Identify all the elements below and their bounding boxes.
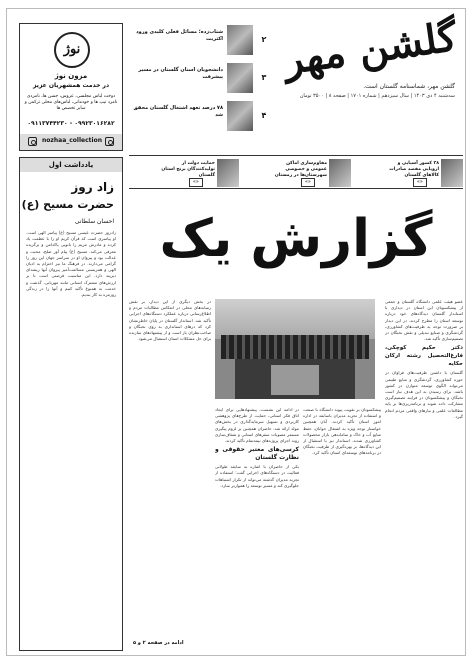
editorial-author: احسان سلطانی [74, 218, 114, 225]
teaser-band [129, 155, 463, 189]
teaser-page-number: ۴ [257, 109, 271, 123]
ad-instagram-handle[interactable]: nozhaa_collection [42, 137, 102, 144]
teaser-thumbnail [227, 25, 253, 55]
article-body: گلستان با داشتن ظرفیت‌های فراوان در حوزه کشاورزی، گردشگری و منابع طبیعی می‌تواند الگوی توسعه متوازن در کشور باشد. برای رسیدن به این هدف نیاز است نخبگان و پیشکسوتان در فرایند تصمیم‌گیری مشارکت داده شوند و برنامه‌ریزی‌ها بر پایه مطالعات علمی و نیازهای واقعی مردم انجام گیرد. [385, 370, 463, 419]
editorial-title: زاد روز [71, 180, 114, 194]
band-thumbnail [441, 159, 463, 187]
article-body: یکی از حاضران با اشاره به سابقه طولانی فعالیت در دستگاه‌های اجرایی گفت: استفاده از تجربه مدیران گذشته می‌تواند از تکرار اشتباهات جلوگیری کند و مسیر توسعه را هموارتر سازد. [215, 464, 299, 488]
tagline: گلشن مهر، شماسنامه گلستان است. [363, 83, 455, 90]
teaser-thumbnail [227, 63, 253, 93]
article-subheading: کرسی‌های معتبر حقوقی و نظارت گلستان [215, 446, 299, 462]
ad-name: مزون نوژ [54, 72, 88, 80]
teaser-page-number: ۳ [257, 71, 271, 85]
instagram-icon [28, 137, 37, 146]
top-teasers [129, 23, 271, 135]
band-text: ۲۸ کشور آسیایی و اروپایی مقصد صادرات کالاهای گلستان [389, 161, 439, 178]
teaser-item[interactable] [129, 99, 271, 133]
teaser-page-number: ۲ [257, 33, 271, 47]
instagram-icon [105, 137, 114, 146]
article-column-2 [303, 407, 381, 651]
newspaper-logo: گلشن مهر [280, 13, 460, 84]
teaser-text: شتاب‌زده؛ مسائل فعلی کلیدی ورود اکثریت [136, 29, 223, 42]
teaser-thumbnail [227, 101, 253, 131]
editorial-body: زادروز حضرت عیسی مسیح (ع) پیامبر الهی است. او پیامبری است که قرآن کریم او را با عظمت یاد کرده و مادرش مریم را بانویی پاکدامن و برگزیده معرفی می‌کند. مسیح (ع) پیام آور صلح، محبت و عدالت بود و پیروان او در سراسر جهان این روز را گرامی می‌دارند. در فرهنگ ما نیز احترام به ادیان الهی و همزیستی مسالمت‌آمیز پیروان آنها ریشه‌ای دیرینه دارد. این مناسبت فرصتی است تا بر ارزش‌های مشترک انسانی مانند مهربانی، گذشت و خدمت به همنوع تأکید کنیم و آنها را در زندگی روزمره به کار بندیم. [26, 230, 116, 298]
band-item[interactable] [133, 159, 239, 187]
advertisement-box[interactable] [19, 23, 123, 151]
band-item[interactable] [245, 159, 351, 187]
teaser-text: دانشجویان استان گلستان در مسیر پیشرفت [138, 67, 223, 80]
ad-footer [20, 134, 122, 150]
band-item[interactable] [357, 159, 463, 187]
newspaper-page [6, 8, 466, 656]
article-body: در بخش دیگری از این دیدار، بر نقش رسانه‌های محلی در انعکاس مطالبات مردم و اطلاع‌رسانی درباره عملکرد دستگاه‌های اجرایی تأکید شد. استاندار گلستان در پایان خاطرنشان کرد که درهای استانداری به روی نخبگان و صاحب‌نظران باز است و از پیشنهادهای سازنده برای حل مشکلات استان استقبال می‌شود. [129, 299, 211, 342]
band-thumbnail [329, 159, 351, 187]
article-column-3 [215, 407, 299, 651]
issue-line: سه‌شنبه ۴ دی ۱۴۰۳ | سال سیزدهم | شماره ۱۷۰۱ | صفحه ۸ | ۳۵۰۰ تومان [299, 93, 455, 99]
band-thumbnail [217, 159, 239, 187]
ad-logo: نوژ [54, 32, 90, 68]
article-intro: عضو هیئت علمی دانشگاه گلستان و جمعی از پیشکسوتان این استان در دیداری با استاندار گلستان دیدگاه‌های خود درباره توسعه استان را مطرح کردند. در این دیدار بر ضرورت توجه به ظرفیت‌های کشاورزی، گردشگری و صنایع تبدیلی و نقش نخبگان در تصمیم‌سازی تأکید شد. [385, 299, 463, 342]
editorial-header: یادداشت اول [20, 158, 122, 172]
continued-note[interactable]: ادامه در صفحه ۲ و ۵ [133, 640, 184, 646]
ad-description: دوخت لباس مجلسی، عروس، جشن ها، نامزدی نامزد تیپ ها و خودمانی، لباس‌های محلی ترکمن و سایر تخصص ها [24, 94, 118, 111]
article-body: پیشکسوتان بر تقویت پیوند دانشگاه با صنعت و استفاده از تجربه مدیران باسابقه در اداره امور استان تأکید کردند. آنان همچنین خواستار توجه ویژه به اشتغال جوانان، حفظ منابع آب و خاک و ساماندهی بازار محصولات کشاورزی شدند. استاندار نیز با استقبال از این دیدگاه‌ها، بر بهره‌گیری از ظرفیت نخبگان در برنامه‌های توسعه‌ای استان تأکید کرد. [303, 407, 381, 456]
teaser-item[interactable] [129, 61, 271, 95]
article-body: در ادامه این نشست، پیشنهادهایی برای ایجاد اتاق فکر استانی، حمایت از طرح‌های پژوهشی کاربردی و تسهیل سرمایه‌گذاری در بخش‌های مولد ارائه شد. حاضران همچنین بر لزوم پیگیری مستمر مصوبات سفرهای استانی و شفاف‌سازی روند اجرای پروژه‌های نیمه‌تمام تأکید کردند. [215, 407, 299, 444]
article-column-1 [385, 299, 463, 651]
main-headline[interactable]: گزارش یک [159, 209, 433, 269]
band-more[interactable]: «» [413, 178, 427, 187]
band-text: مقاوم‌سازی اماکن عمومی و خصوصی شهرستان‌ها در زمستان [274, 161, 327, 178]
band-text: حمایت دولت از تولیدکنندگان برنج استان گلستان [161, 161, 215, 178]
masthead [277, 13, 465, 109]
teaser-item[interactable] [129, 23, 271, 57]
meeting-photo [215, 299, 375, 399]
ad-phone: ۰۹۱۱۳۷۴۴۲۳۰ - ۰۹۹۲۳۰۱۶۲۸۲ [27, 120, 115, 127]
article-column-4 [129, 299, 211, 651]
editorial-column [19, 157, 123, 651]
band-more[interactable]: «» [301, 178, 315, 187]
editorial-subtitle: حضرت مسیح (ع) [21, 198, 114, 211]
article-subheading: دکتر حکیم کوچکی، فارغ‌التحصیل رشته ارکان حکایه [385, 345, 463, 368]
teaser-text: ۷۸ درصد تعهد اشتغال گلستان محقق شد [133, 105, 223, 118]
ad-subtitle: در خدمت همشهریان عزیز [32, 82, 110, 89]
band-more[interactable]: «» [189, 178, 203, 187]
